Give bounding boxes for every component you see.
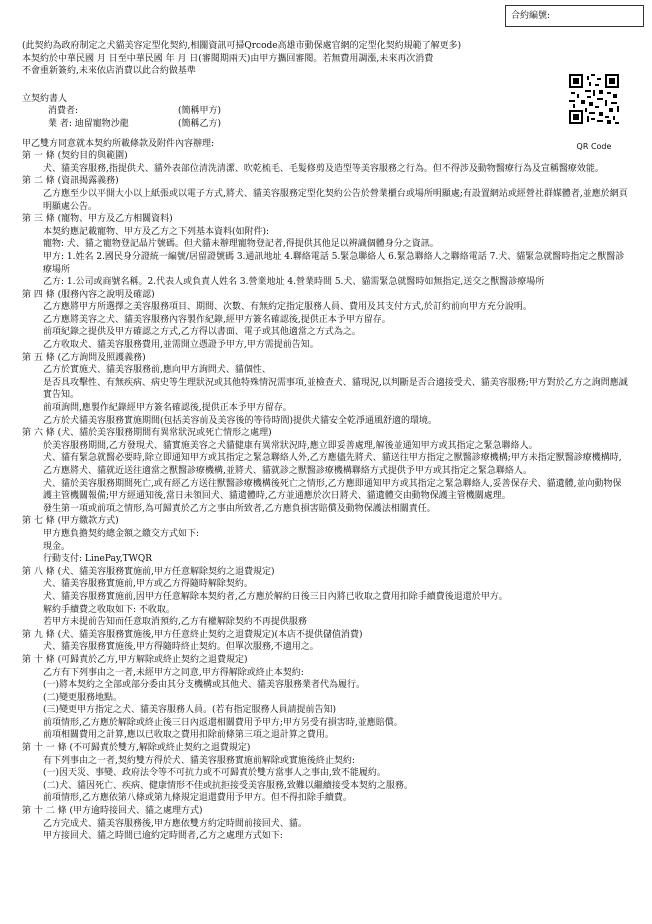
article-paragraph: (三)變更甲方指定之犬、貓美容服務人員。(若有指定服務人員請提前告知) — [43, 705, 337, 716]
article-paragraph: 本契約應記載寵物、甲方及乙方之下列基本資料(如附件): — [43, 226, 270, 237]
article-title: 第 七 條 (甲方繳款方式) — [22, 516, 119, 527]
article-title: 第 三 條 (寵物、甲方及乙方相關資料) — [22, 214, 173, 225]
article-paragraph: 犬、貓美容服務,指提供犬、貓外表部位清洗清潔、吹乾梳毛、毛髮修剪及造型等美容服務之行為。但不得涉及動物醫療行為及宣稱醫療效能。 — [43, 163, 604, 174]
article — [22, 805, 630, 843]
article-paragraph: 乙方: 1.公司或商號名稱。2.代表人或負責人姓名 3.營業地址 4.營業時間 5.犬、貓需緊急就醫時如無指定,送交之獸醫診療場所 — [43, 277, 545, 288]
article-paragraph: 若甲方未提前告知而任意取消預約,乙方有權解除契約不再提供服務 — [43, 617, 307, 628]
contract-document — [22, 40, 630, 843]
article-title: 第 八 條 (犬、貓美容服務實施前,甲方任意解除契約之退費規定) — [22, 566, 275, 577]
article — [22, 150, 630, 175]
article-paragraph: 是否具攻擊性、有無疾病、病史等生理狀況或其他特殊情況需事項,並檢查犬、貓現況,以判斷是否合適接受犬、貓美容服務;甲方對於乙方之詢問應誠實告知。 — [43, 377, 628, 401]
consumer-role: (簡稱甲方) — [178, 106, 222, 117]
article — [22, 352, 630, 428]
article-paragraph: 乙方於犬貓美容服務實施期間(包括美容前及美容後的等待時間)提供犬貓安全乾淨通風舒適的環境。 — [43, 415, 438, 426]
article-paragraph: 乙方於實施犬、貓美容服務前,應向甲方詢問犬、貓個性、 — [43, 365, 271, 376]
article-paragraph: 有下列事由之一者,契約雙方得於犬、貓美容服務實施前解除或實施後終止契約: — [43, 755, 355, 766]
article-paragraph: 乙方應至少以平開大小以上紙張或以電子方式,將犬、貓美容服務定型化契約公告於營業櫃台或場所明顯處;有設置網站或經營社群媒體者,並應於網頁明顯處公告。 — [43, 188, 628, 212]
article-paragraph: 現金。 — [43, 541, 71, 552]
article-title: 第 五 條 (乙方詢問及照護義務) — [22, 352, 146, 363]
article-paragraph: 甲方應負擔契約總金額之繳交方式如下: — [43, 528, 200, 539]
article — [22, 289, 630, 352]
article-paragraph: 行動支付: LinePay,TWQR — [43, 554, 153, 565]
article-paragraph: 前項情形,乙方應依第八條或第九條規定退還費用予甲方。但不得扣除手續費。 — [43, 793, 352, 804]
review-period-line: 本契約於中華民國 月 日至中華民國 年 月 日(審閱期兩天)由甲方攜回審閱。若無費用調漲,未來再次消費 — [22, 53, 434, 64]
article-paragraph: 犬、貓美容服務實施後,甲方得隨時終止契約。但單次服務,不適用之。 — [43, 642, 319, 653]
article-paragraph: 於美容服務期間,乙方發現犬、貓實施美容之犬貓健康有異常狀況時,應立即妥善處理,解後並通知甲方或其指定之緊急聯絡人。 — [43, 440, 538, 451]
parties-block — [22, 93, 630, 131]
article-paragraph: 犬、貓有緊急就醫必要時,除立即通知甲方或其指定之緊急聯絡人外,乙方應儘先將犬、貓送往甲方指定之獸醫診療機構;甲方未指定獸醫診療機構時,乙方應將犬、貓就近送往適當之獸醫診療機構,並將犬、貓就診之獸醫診療機構聯絡方式提供予甲方或其指定之緊急聯絡人。 — [43, 453, 622, 476]
article — [22, 654, 630, 742]
article-paragraph: 發生第一項或前項之情形,為可歸責於乙方之事由所致者,乙方應負損害賠償及動物保護法相關責任。 — [43, 503, 436, 514]
parties-heading: 立契約書人 — [22, 93, 68, 104]
article — [22, 213, 630, 289]
business-line — [22, 118, 630, 131]
article-paragraph: (二)犬、貓因死亡、疾病、健康情形不佳或抗拒接受美容服務,致難以繼續接受本契約之服務。 — [43, 780, 413, 791]
business-label: 業 者: 迪留寵物沙龍 — [48, 118, 129, 129]
contract-number-box — [505, 5, 644, 27]
article-paragraph: 前項紀錄之提供及甲方確認之方式,乙方得以書面、電子或其他適當之方式為之。 — [43, 327, 361, 338]
article — [22, 566, 630, 629]
article-paragraph: 乙方有下列事由之一者,未經甲方之同意,甲方得解除或終止本契約: — [43, 667, 304, 678]
article — [22, 629, 630, 654]
article-paragraph: 前項詢問,應製作紀錄經甲方簽名確認後,提供正本予甲方留存。 — [43, 403, 292, 414]
article — [22, 742, 630, 805]
article-title: 第 一 條 (契約目的與範圍) — [22, 151, 128, 162]
article-paragraph: (一)將本契約之全部或部分委由其分支機構或其他犬、貓美容服務業者代為履行。 — [43, 680, 366, 691]
article-paragraph: 前項情形,乙方應於解除或終止後三日內返還相關費用予甲方;甲方另受有損害時,並應賠償。 — [43, 717, 403, 728]
article-title: 第 六 條 (犬、貓於美容服務期間有異常狀況或死亡情形之處理) — [22, 428, 272, 439]
article — [22, 427, 630, 515]
intro-notice: (此契約為政府制定之犬貓美容定型化契約,相關資訊可掃Qrcode高雄市動保處官網的定型化契約規範了解更多) — [22, 41, 462, 51]
article-paragraph: 犬、貓美容服務實施前,因甲方任意解除本契約者,乙方應於解約日後三日內將已收取之費用扣除手續費後退還於甲方。 — [43, 591, 508, 602]
article-paragraph: 乙方應將甲方所選擇之美容服務項目、期間、次數、有無約定指定服務人員、費用及其支付方式,於訂約前向甲方充分說明。 — [43, 302, 532, 313]
article-paragraph: 犬、貓於美容服務期間死亡,或有經乙方送往獸醫診療機構後死亡之情形,乙方應即通知甲方或其指定之緊急聯絡人,妥善保存犬、貓遺體,並向動物保護主管機關報備;甲方經通知後,當日未領回犬、貓遺體時,乙方並通應於次日將犬、貓遺體交由動物保護主管機關處理。 — [43, 478, 622, 502]
article — [22, 175, 630, 213]
article-paragraph: 前項相關費用之計算,應以已收取之費用扣除前條第三項之退計算之費用。 — [43, 730, 334, 741]
consumer-line — [22, 105, 630, 118]
article-paragraph: 解約手續費之收取如下: 不收取。 — [43, 604, 175, 615]
article-paragraph: 甲方接回犬、貓之時間已逾約定時間者,乙方之處理方式如下: — [43, 831, 283, 842]
article-title: 第 九 條 (犬、貓美容服務實施後,甲方任意終止契約之退費規定)(本店不提供儲值消費) — [22, 629, 363, 640]
article-paragraph: (二)變更服務地點。 — [43, 692, 123, 703]
article-title: 第 四 條 (服務內容之說明及確認) — [22, 289, 155, 300]
article-title: 第 十 一 條 (不可歸責於雙方,解除或終止契約之退費規定) — [22, 743, 251, 754]
article-paragraph: (一)因天災、事變、政府法令等不可抗力或不可歸責於雙方當事人之事由,致不能履約。 — [43, 768, 386, 779]
business-role: (簡稱乙方) — [178, 118, 222, 129]
article-paragraph: 犬、貓美容服務實施前,甲方或乙方得隨時解除契約。 — [43, 579, 253, 590]
agreement-intro: 甲乙雙方同意就本契約所載條款及附件內容辦理: — [22, 138, 215, 149]
article-title: 第 十 二 條 (甲方逾時接回犬、貓之處理方式) — [22, 806, 203, 817]
article-list — [22, 150, 630, 843]
qr-code-label: QR Code — [576, 141, 612, 151]
article-title: 第 十 條 (可歸責於乙方,甲方解除或終止契約之退費規定) — [22, 654, 248, 665]
article-paragraph: 甲方: 1.姓名 2.國民身分證統一編號/居留證號碼 3.通訊地址 4.聯絡電話 5.緊急聯絡人 6.緊急聯絡人之聯絡電話 7.犬、貓緊急就醫時指定之獸醫診療場所 — [43, 251, 625, 275]
consumer-label: 消費者: — [48, 106, 79, 117]
article-paragraph: 乙方完成犬、貓美容服務後,甲方應依雙方約定時間前接回犬、貓。 — [43, 818, 307, 829]
review-period-line: 不會重新簽約,未來依店消費以此合約做基準 — [22, 66, 196, 77]
article — [22, 515, 630, 565]
article-paragraph: 寵物: 犬、貓之寵物登記晶片號碼。但犬貓未辦理寵物登記者,得提供其他足以辨識個體身分之資訊。 — [43, 239, 439, 250]
article-paragraph: 乙方收取犬、貓美容服務費用,並需開立憑證予甲方,甲方需提前告知。 — [43, 340, 319, 351]
article-paragraph: 乙方應將美容之犬、貓美容服務內容製作紀錄,經甲方簽名確認後,提供正本予甲方留存。 — [43, 314, 391, 325]
article-title: 第 二 條 (資訊揭露義務) — [22, 176, 119, 187]
contract-number-label: 合約編號: — [511, 11, 551, 21]
